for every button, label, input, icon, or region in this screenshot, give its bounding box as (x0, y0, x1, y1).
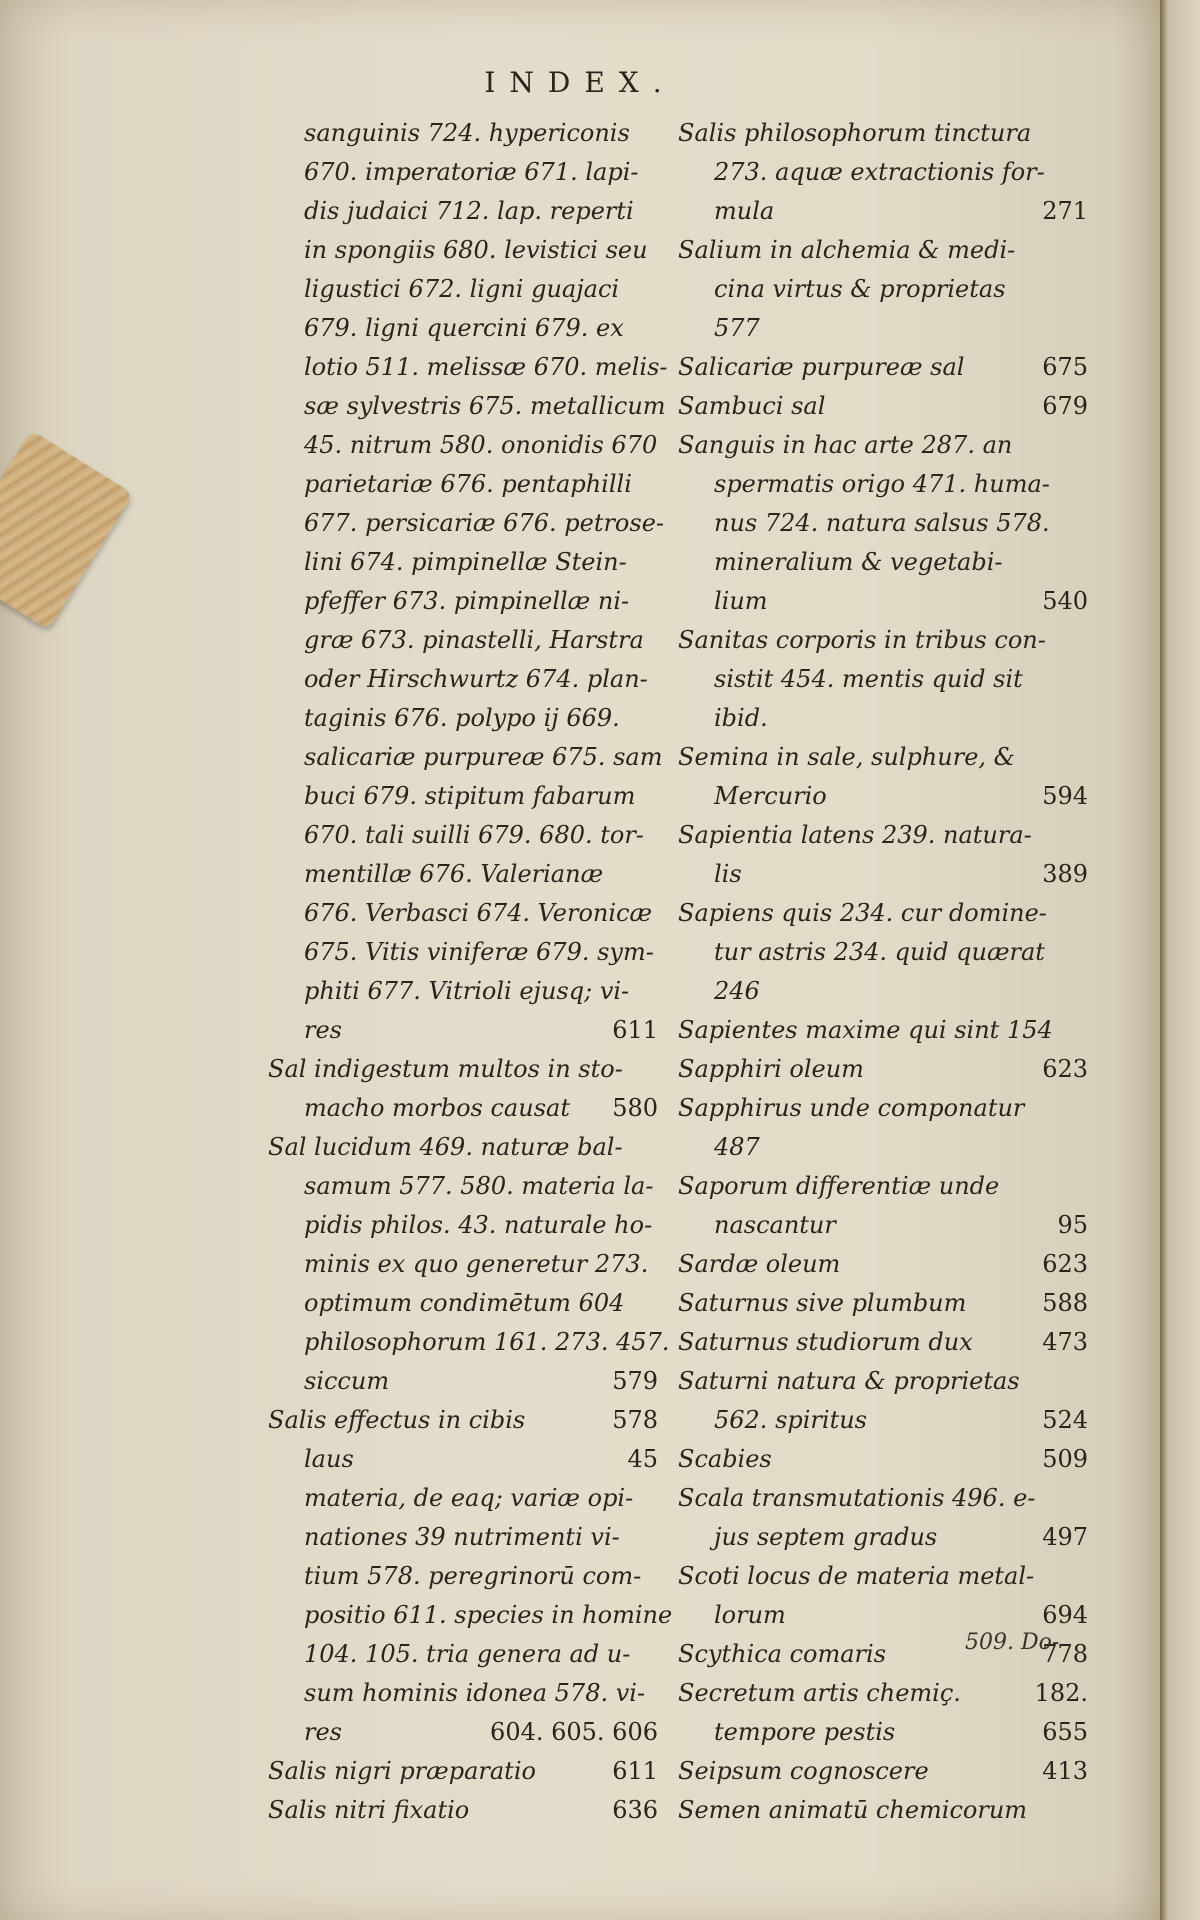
entry-text: dis judaici 712. lap. reperti (304, 197, 634, 225)
index-entry (268, 543, 658, 582)
index-entry (678, 894, 1088, 933)
entry-text: Sanitas corporis in tribus con- (678, 626, 1046, 654)
index-entry (268, 972, 658, 1011)
entry-text: Salis effectus in cibis (268, 1406, 526, 1434)
index-entry (268, 1791, 658, 1830)
entry-page-number: 540 (1042, 587, 1088, 615)
entry-text: ligustici 672. ligni guajaci (304, 275, 620, 303)
entry-text: Seipsum cognoscere (678, 1757, 929, 1785)
index-entry (268, 1440, 658, 1479)
index-entry (678, 114, 1088, 153)
index-entry (678, 972, 1088, 1011)
entry-text: minis ex quo generetur 273. (304, 1250, 649, 1278)
index-entry (268, 1635, 658, 1674)
index-entry (678, 777, 1088, 816)
entry-text: tur astris 234. quid quærat (714, 938, 1045, 966)
entry-page-number: 389 (1042, 860, 1088, 888)
entry-text: 45. nitrum 580. ononidis 670 (304, 431, 658, 459)
entry-text: parietariæ 676. pentaphilli (304, 470, 632, 498)
entry-page-number: 497 (1042, 1523, 1088, 1551)
entry-text: lis (714, 860, 742, 888)
entry-page-number: 271 (1042, 197, 1088, 225)
index-entry (268, 270, 658, 309)
index-entry (678, 465, 1088, 504)
index-entry (268, 1167, 658, 1206)
index-entry (678, 309, 1088, 348)
entry-text: Semina in sale, sulphure, & (678, 743, 1016, 771)
entry-text: oder Hirschwurtz 674. plan- (304, 665, 648, 693)
index-entry (268, 465, 658, 504)
index-entry (268, 855, 658, 894)
entry-text: Mercurio (714, 782, 827, 810)
entry-page-number: 413 (1042, 1757, 1088, 1785)
entry-page-number: 182. (1034, 1679, 1088, 1707)
entry-text: Secretum artis chemiç. (678, 1679, 961, 1707)
index-entry (678, 582, 1088, 621)
index-entry (678, 1128, 1088, 1167)
index-entry (678, 387, 1088, 426)
index-entry (268, 192, 658, 231)
entry-page-number: 679 (1042, 392, 1088, 420)
entry-page-number: 611 (612, 1016, 658, 1044)
index-entry (268, 1752, 658, 1791)
index-entry (268, 1362, 658, 1401)
index-entry (268, 1323, 670, 1362)
index-entry (678, 1206, 1088, 1245)
entry-text: optimum condimētum 604 (304, 1289, 625, 1317)
index-entry (678, 543, 1088, 582)
entry-page-number: 778 (1042, 1640, 1088, 1668)
entry-page-number: 604. 605. 606 (490, 1718, 658, 1746)
index-entry (268, 1674, 658, 1713)
entry-text: Salis nigri præparatio (268, 1757, 536, 1785)
entry-text: lotio 511. melissæ 670. melis- (304, 353, 668, 381)
entry-text: Scoti locus de materia metal- (678, 1562, 1035, 1590)
entry-text: Sal lucidum 469. naturæ bal- (268, 1133, 623, 1161)
index-entry (268, 621, 658, 660)
index-column-left (268, 114, 673, 1830)
index-entry (268, 816, 658, 855)
index-entry (268, 1011, 658, 1050)
index-column-right (678, 114, 1088, 1830)
entry-text: Salicariæ purpureæ sal (678, 353, 965, 381)
entry-text: salicariæ purpureæ 675. sam (304, 743, 663, 771)
entry-text: Scythica comaris (678, 1640, 887, 1668)
entry-text: buci 679. stipitum fabarum (304, 782, 636, 810)
index-entry (268, 1713, 658, 1752)
index-entry (678, 1557, 1088, 1596)
entry-text: Sapientia latens 239. natura- (678, 821, 1032, 849)
entry-page-number: 694 (1042, 1601, 1088, 1629)
entry-page-number: 45 (627, 1445, 658, 1473)
entry-text: græ 673. pinastelli, Harstra (304, 626, 644, 654)
entry-text: philosophorum 161. 273. 457. (304, 1328, 670, 1356)
entry-text: 104. 105. tria genera ad u- (304, 1640, 631, 1668)
facing-page-edge (1160, 0, 1200, 1920)
entry-text: tium 578. peregrinorū com- (304, 1562, 642, 1590)
index-entry (678, 231, 1088, 270)
index-entry (678, 153, 1088, 192)
entry-text: mineralium & vegetabi- (714, 548, 1003, 576)
entry-text: 577 (714, 314, 760, 342)
index-entry (268, 894, 658, 933)
index-entry (268, 309, 658, 348)
entry-text: 677. persicariæ 676. petrose- (304, 509, 665, 537)
index-entry (268, 1089, 658, 1128)
entry-text: samum 577. 580. materia la- (304, 1172, 654, 1200)
index-entry (268, 660, 658, 699)
entry-text: materia, de eaq; variæ opi- (304, 1484, 634, 1512)
entry-text: 273. aquæ extractionis for- (714, 158, 1045, 186)
index-entry (678, 1401, 1088, 1440)
index-entry (678, 1362, 1088, 1401)
entry-text: 679. ligni quercini 679. ex (304, 314, 624, 342)
entry-text: Saturnus sive plumbum (678, 1289, 967, 1317)
entry-text: Scabies (678, 1445, 772, 1473)
index-entry (268, 1284, 658, 1323)
index-entry (678, 1167, 1088, 1206)
index-entry (268, 114, 658, 153)
entry-text: phiti 677. Vitrioli ejusq; vi- (304, 977, 630, 1005)
entry-page-number: 594 (1042, 782, 1088, 810)
index-entry (678, 270, 1088, 309)
entry-text: Sapphiri oleum (678, 1055, 864, 1083)
index-entry (678, 1518, 1088, 1557)
index-entry (268, 1050, 658, 1089)
entry-text: sæ sylvestris 675. metallicum (304, 392, 666, 420)
entry-text: 676. Verbasci 674. Veronicæ (304, 899, 653, 927)
index-entry (268, 1401, 658, 1440)
entry-page-number: 580 (612, 1094, 658, 1122)
page-header: INDEX. (484, 66, 676, 99)
entry-text: mula (714, 197, 775, 225)
entry-text: Sapphirus unde componatur (678, 1094, 1025, 1122)
index-entry (268, 1245, 658, 1284)
entry-text: tempore pestis (714, 1718, 896, 1746)
entry-text: sum hominis idonea 578. vi- (304, 1679, 646, 1707)
entry-text: 670. imperatoriæ 671. lapi- (304, 158, 639, 186)
index-entry (678, 816, 1088, 855)
index-entry (678, 738, 1088, 777)
entry-page-number: 636 (612, 1796, 658, 1824)
entry-page-number: 473 (1042, 1328, 1088, 1356)
entry-text: Sambuci sal (678, 392, 826, 420)
index-entry (268, 426, 658, 465)
entry-text: 670. tali suilli 679. 680. tor- (304, 821, 644, 849)
entry-page-number: 579 (612, 1367, 658, 1395)
entry-text: pidis philos. 43. naturale ho- (304, 1211, 653, 1239)
entry-text: 675. Vitis viniferæ 679. sym- (304, 938, 654, 966)
entry-text: 246 (714, 977, 760, 1005)
entry-text: nationes 39 nutrimenti vi- (304, 1523, 620, 1551)
entry-text: laus (304, 1445, 354, 1473)
entry-text: jus septem gradus (714, 1523, 938, 1551)
index-entry (678, 1011, 1088, 1050)
index-entry (678, 1752, 1088, 1791)
index-entry (268, 1479, 658, 1518)
entry-text: nus 724. natura salsus 578. (714, 509, 1050, 537)
entry-text: Sapiens quis 234. cur domine- (678, 899, 1047, 927)
index-entry (268, 153, 658, 192)
index-entry (678, 1323, 1088, 1362)
index-entry (268, 1206, 658, 1245)
entry-text: Salis philosophorum tinctura (678, 119, 1032, 147)
index-entry (268, 738, 663, 777)
entry-page-number: 524 (1042, 1406, 1088, 1434)
index-entry (678, 1440, 1088, 1479)
entry-text: Sapientes maxime qui sint 154 (678, 1016, 1053, 1044)
entry-text: nascantur (714, 1211, 836, 1239)
index-entry (678, 348, 1088, 387)
entry-text: Salium in alchemia & medi- (678, 236, 1016, 264)
entry-text: sanguinis 724. hypericonis (304, 119, 630, 147)
catchword: 509. Do- (965, 1630, 1060, 1655)
index-entry (678, 699, 1088, 738)
entry-page-number: 95 (1057, 1211, 1088, 1239)
entry-text: lorum (714, 1601, 786, 1629)
entry-page-number: 623 (1042, 1055, 1088, 1083)
index-entry (678, 1479, 1088, 1518)
entry-text: Salis nitri fixatio (268, 1796, 470, 1824)
index-entry (678, 1674, 1088, 1713)
index-entry (678, 426, 1088, 465)
entry-page-number: 509 (1042, 1445, 1088, 1473)
entry-text: sistit 454. mentis quid sit (714, 665, 1023, 693)
entry-page-number: 611 (612, 1757, 658, 1785)
entry-text: res (304, 1718, 342, 1746)
index-entry (268, 348, 668, 387)
entry-text: mentillæ 676. Valerianæ (304, 860, 604, 888)
entry-text: lini 674. pimpinellæ Stein- (304, 548, 627, 576)
entry-text: taginis 676. polypo ij 669. (304, 704, 620, 732)
entry-text: Saturni natura & proprietas (678, 1367, 1020, 1395)
entry-text: siccum (304, 1367, 390, 1395)
index-entry (678, 1245, 1088, 1284)
index-entry (678, 621, 1088, 660)
entry-text: Sal indigestum multos in sto- (268, 1055, 623, 1083)
entry-text: positio 611. species in homine (304, 1601, 673, 1629)
bookmark-tab (0, 430, 133, 629)
index-entry (678, 1089, 1088, 1128)
index-entry (268, 933, 658, 972)
entry-text: 487 (714, 1133, 760, 1161)
index-entry (268, 582, 658, 621)
index-entry (678, 1791, 1088, 1830)
entry-page-number: 578 (612, 1406, 658, 1434)
entry-text: cina virtus & proprietas (714, 275, 1006, 303)
entry-page-number: 655 (1042, 1718, 1088, 1746)
index-entry (268, 231, 658, 270)
entry-text: Sardæ oleum (678, 1250, 841, 1278)
index-entry (678, 855, 1088, 894)
index-entry (268, 699, 658, 738)
entry-text: 562. spiritus (714, 1406, 867, 1434)
index-entry (268, 387, 666, 426)
entry-text: Sanguis in hac arte 287. an (678, 431, 1013, 459)
index-entry (678, 192, 1088, 231)
entry-text: lium (714, 587, 768, 615)
entry-text: pfeffer 673. pimpinellæ ni- (304, 587, 630, 615)
entry-page-number: 623 (1042, 1250, 1088, 1278)
index-entry (678, 1284, 1088, 1323)
entry-text: macho morbos causat (304, 1094, 570, 1122)
entry-text: Semen animatū chemicorum (678, 1796, 1028, 1824)
index-entry (678, 660, 1088, 699)
entry-text: res (304, 1016, 342, 1044)
index-entry (678, 1713, 1088, 1752)
index-entry (268, 1128, 658, 1167)
index-entry (678, 504, 1088, 543)
index-entry (268, 1518, 658, 1557)
entry-text: Scala transmutationis 496. e- (678, 1484, 1036, 1512)
entry-page-number: 588 (1042, 1289, 1088, 1317)
index-entry (678, 1050, 1088, 1089)
index-entry (268, 504, 665, 543)
index-entry (268, 777, 658, 816)
entry-text: in spongiis 680. levistici seu (304, 236, 648, 264)
entry-page-number: 675 (1042, 353, 1088, 381)
entry-text: spermatis origo 471. huma- (714, 470, 1050, 498)
index-entry (678, 933, 1088, 972)
entry-text: Saturnus studiorum dux (678, 1328, 973, 1356)
index-entry (268, 1596, 673, 1635)
entry-text: Saporum differentiæ unde (678, 1172, 1000, 1200)
index-entry (268, 1557, 658, 1596)
entry-text: ibid. (714, 704, 768, 732)
